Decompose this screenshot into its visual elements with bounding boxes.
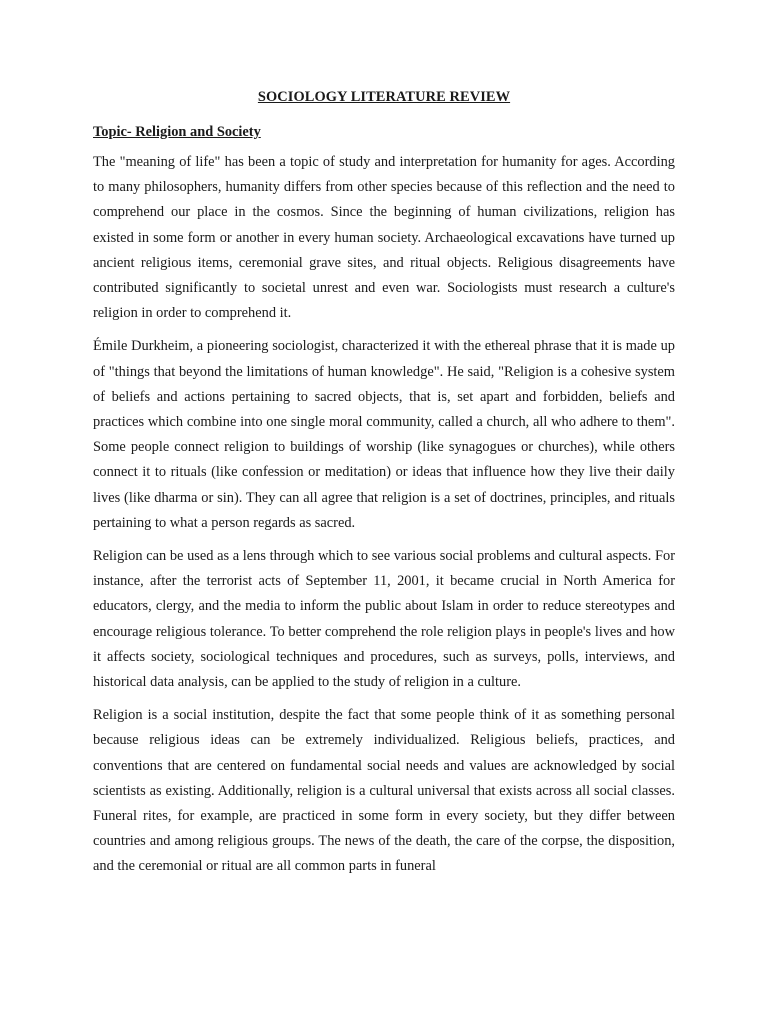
document-topic: Topic- Religion and Society	[93, 124, 261, 140]
paragraph-2: Émile Durkheim, a pioneering sociologist, characterized it with the ethereal phrase that it is made up of "things that beyond the limitations of human knowledge". He said, "Religion is a cohesive system of beliefs and actions pertaining to sacred objects, that is, set apart and forbidden, beliefs and practices which combine into one single moral community, called a church, all who adhere to them". Some people connect religion to buildings of worship (like synagogues or churches), while others connect it to rituals (like confession or meditation) or ideas that influence how they live their daily lives (like dharma or sin). They can all agree that religion is a set of doctrines, principles, and rituals pertaining to what a person regards as sacred.	[93, 338, 675, 531]
paragraph-1: The "meaning of life" has been a topic of study and interpretation for humanity for ages. According to many philosophers, humanity differs from other species because of this reflection and the need to comprehend our place in the cosmos. Since the beginning of human civilizations, religion has existed in some form or another in every human society. Archaeological excavations have turned up ancient religious items, ceremonial grave sites, and ritual objects. Religious disagreements have contributed significantly to societal unrest and even war. Sociologists must research a culture's religion in order to comprehend it.	[93, 154, 675, 322]
document-title: SOCIOLOGY LITERATURE REVIEW	[257, 89, 511, 105]
paragraph-4: Religion is a social institution, despite the fact that some people think of it as something personal because religious ideas can be extremely individualized. Religious beliefs, practices, and conventions that are centered on fundamental social needs and values are acknowledged by social scientists as existing. Additionally, religion is a cultural universal that exists across all social classes. Funeral rites, for example, are practiced in some form in every society, but they differ between countries and among religious groups. The news of the death, the care of the corpse, the disposition, and the ceremonial or ritual are all common parts in funeral	[93, 707, 675, 875]
document-page	[93, 80, 675, 880]
paragraph-3: Religion can be used as a lens through which to see various social problems and cultural aspects. For instance, after the terrorist acts of September 11, 2001, it became crucial in North America for educators, clergy, and the media to inform the public about Islam in order to reduce stereotypes and encourage religious tolerance. To better comprehend the role religion plays in people's lives and how it affects society, sociological techniques and procedures, such as surveys, polls, interviews, and historical data analysis, can be applied to the study of religion in a culture.	[93, 548, 675, 691]
